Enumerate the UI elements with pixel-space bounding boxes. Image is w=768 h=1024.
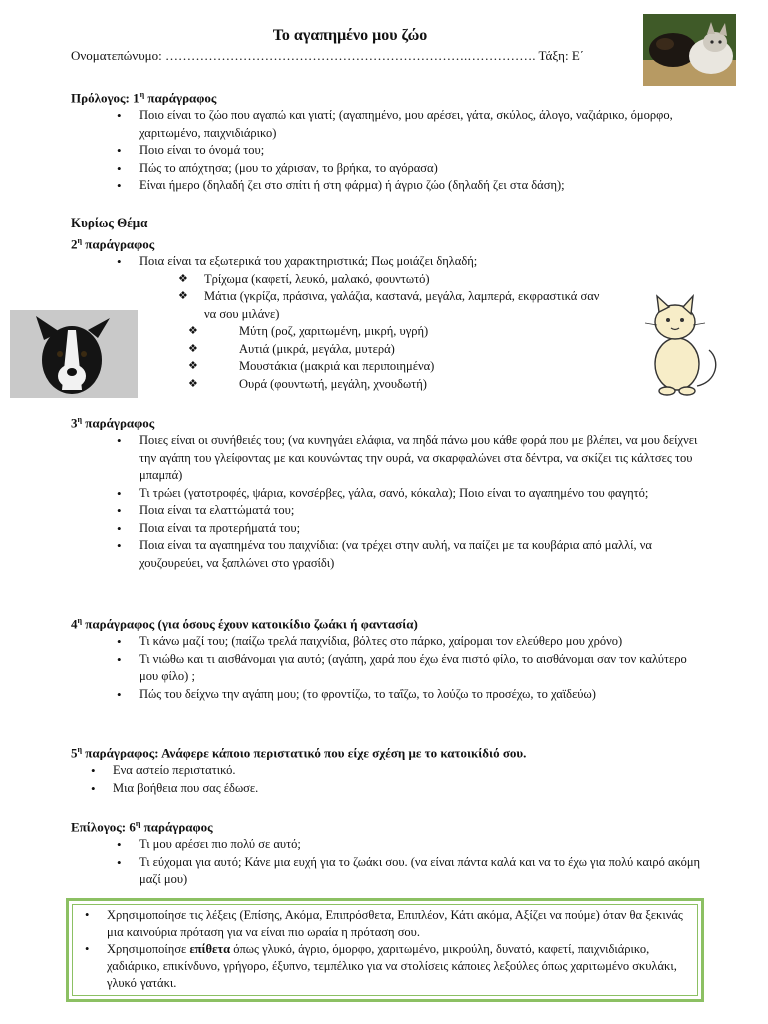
- pets-photo: [643, 14, 736, 86]
- tip-item: • Χρησιμοποίησε τις λέξεις (Επίσης, Ακόμα, Επιπρόσθετα, Επιπλέον, Κάτι ακόμα, Αξίζει να πούμε) όταν θα ξεκινάς μια καινούρια πρόταση για να είναι πιο ωραία η πρόταση σου.: [107, 907, 689, 941]
- tips-list: [107, 907, 689, 992]
- section-paragraph-3: [71, 411, 701, 572]
- prologue-list: [71, 107, 701, 195]
- list-item: • Πώς το απόχτησα; (μου το χάρισαν, το βρήκα, το αγόρασα): [139, 160, 701, 178]
- list-item: • Μια βοήθεια που σας έδωσε.: [113, 780, 701, 798]
- list-item: • Τι τρώει (γατοτροφές, ψάρια, κονσέρβες, γάλα, σανό, κόκαλα); Ποιο είναι το αγαπημένο του φαγητό;: [139, 485, 701, 503]
- cat-drawing: [637, 294, 723, 396]
- paragraph-4-heading: $4^\eta$ παράγραφος (για όσους έχουν κατοικίδιο ζωάκι ή φαντασία): [71, 616, 418, 632]
- sub-list-item: ❖ Μάτια (γκρίζα, πράσινα, γαλάζια, καστανά, μεγάλα, λαμπερά, εκφραστικά σαν να σου μιλάνε): [204, 288, 604, 323]
- paragraph-5-list: [71, 762, 701, 797]
- prologue-heading: Πρόλογος: $1^\eta$ παράγραφος: [71, 90, 217, 106]
- list-item: • Ποια είναι τα εξωτερικά του χαρακτηριστικά; Πως μοιάζει δηλαδή;: [139, 253, 701, 271]
- tips-box: [66, 898, 704, 1002]
- dog-photo: [10, 310, 138, 398]
- list-item: • Τι κάνω μαζί του; (παίζω τρελά παιχνίδια, βόλτες στο πάρκο, χαίρομαι τον ελεύθερο μου χρόνο): [139, 633, 701, 651]
- list-item: • Ποιο είναι το ζώο που αγαπώ και γιατί; (αγαπημένο, μου αρέσει, γάτα, σκύλος, άλογο, ναζιάρικο, όμορφο, χαριτωμένο, παιχνιδιάρικο): [139, 107, 701, 142]
- paragraph-3-list: [71, 432, 701, 572]
- section-prologue: [71, 86, 701, 195]
- paragraph-2-list: [71, 253, 701, 393]
- list-item: • Τι μου αρέσει πιο πολύ σε αυτό;: [139, 836, 701, 854]
- list-item: • Πώς του δείχνω την αγάπη μου; (το φροντίζω, το ταΐζω, το λούζω το προσέχω, το χαϊδεύω): [139, 686, 701, 704]
- sub-list-item: ❖ Αυτιά (μικρά, μεγάλα, μυτερά): [239, 341, 701, 359]
- list-item: • Ποιο είναι το όνομά του;: [139, 142, 701, 160]
- sub-list-item: ❖ Μουστάκια (μακριά και περιποιημένα): [239, 358, 701, 376]
- list-item: • Ποια είναι τα ελαττώματά του;: [139, 502, 701, 520]
- section-paragraph-4: [71, 612, 701, 703]
- section-paragraph-5: [71, 741, 701, 797]
- name-line: Ονοματεπώνυμο: …………………………………………………………….……………. Τάξη: Ε΄: [71, 48, 585, 63]
- list-item: • Είναι ήμερο (δηλαδή ζει στο σπίτι ή στη φάρμα) ή άγριο ζώο (δηλαδή ζει στα δάση);: [139, 177, 701, 195]
- main-theme-heading: Κυρίως Θέμα: [71, 215, 148, 230]
- epilogue-heading: Επίλογος: $6^\eta$ παράγραφος: [71, 819, 213, 835]
- epilogue-list: [71, 836, 701, 889]
- paragraph-4-list: [71, 633, 701, 703]
- list-item: • Ενα αστείο περιστατικό.: [113, 762, 701, 780]
- paragraph-5-heading: $5^\eta$ παράγραφος: Ανάφερε κάποιο περιστατικό που είχε σχέση με το κατοικίδιό σου.: [71, 745, 527, 761]
- sub-list-item: ❖ Τρίχωμα (καφετί, λευκό, μαλακό, φουντωτό): [204, 271, 701, 289]
- paragraph-2-heading: $2^\eta$ παράγραφος: [71, 236, 155, 252]
- list-item: • Ποιες είναι οι συνήθειές του; (να κυνηγάει ελάφια, να πηδά πάνω μου κάθε φορά που με βλέπει, να μου δείχνει την αγάπη του γλείφοντας με και κουνώντας την ουρά, να σκαρφαλώνει στα δέντρα, να σκίζει τις κάλτσες του μπαμπά): [139, 432, 701, 485]
- section-paragraph-2: [71, 214, 701, 393]
- tip-item: • Χρησιμοποίησε επίθετα όπως γλυκό, άγριο, όμορφο, χαριτωμένο, μικρούλη, δυνατό, καφετί, παιχνιδιάρικο, χαδιάρικο, επικίνδυνο, γρήγορο, έξυπνο, τεμπέλικο για να στολίσεις κάποιες λεξούλες όπως χαριτωμένο σκυλάκι, γλυκό γατάκι.: [107, 941, 689, 992]
- list-item: • Τι εύχομαι για αυτό; Κάνε μια ευχή για το ζωάκι σου. (να είναι πάντα καλά και να το έχω για πολύ καιρό ακόμη μαζί μου): [139, 854, 701, 889]
- paragraph-3-heading: $3^\eta$ παράγραφος: [71, 415, 155, 431]
- sub-list-item: ❖ Ουρά (φουντωτή, μεγάλη, χνουδωτή): [239, 376, 701, 394]
- list-item: • Τι νιώθω και τι αισθάνομαι για αυτό; (αγάπη, χαρά που έχω ένα πιστό φίλο, το αισθάνομαι σαν τον καλύτερο μου φίλο) ;: [139, 651, 701, 686]
- page-title: Το αγαπημένο μου ζώο: [272, 27, 428, 44]
- list-item: • Ποια είναι τα προτερήματά του;: [139, 520, 701, 538]
- section-epilogue: [71, 815, 701, 889]
- list-item: • Ποια είναι τα αγαπημένα του παιχνίδια: (να τρέχει στην αυλή, να παίζει με τα κουβάρια από μαλλί, να χουζουρεύει, να ξαπλώνει στο γρασίδι): [139, 537, 701, 572]
- sub-list-item: ❖ Μύτη (ροζ, χαριτωμένη, μικρή, υγρή): [239, 323, 701, 341]
